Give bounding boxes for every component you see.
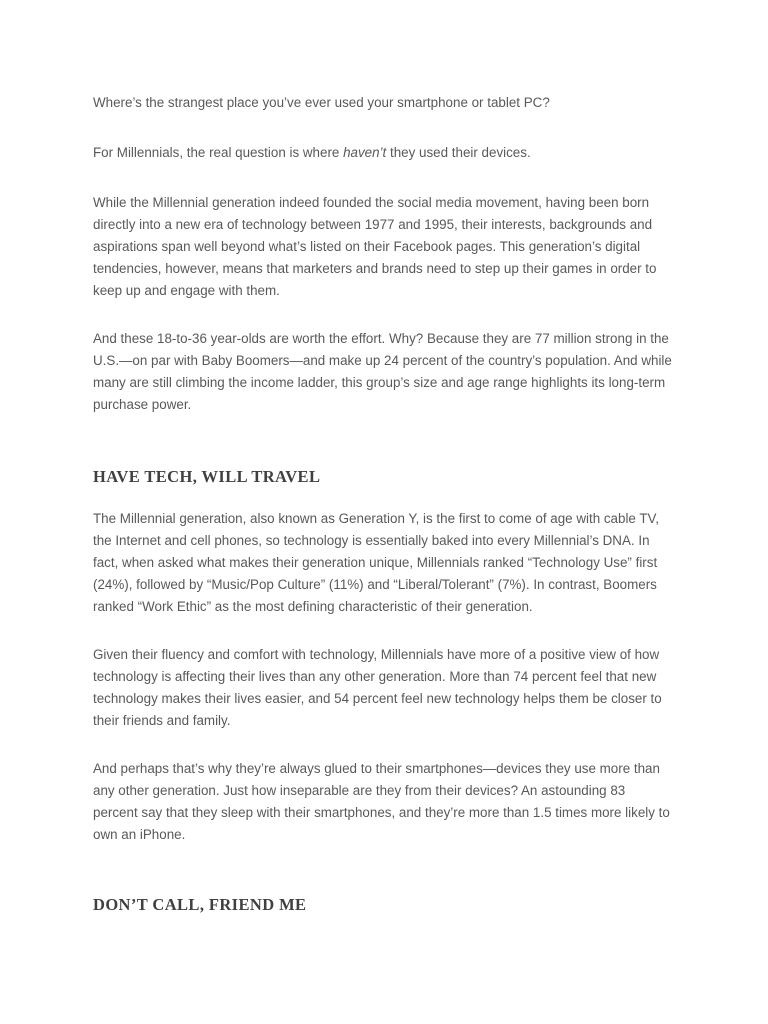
purchase-power-paragraph: And these 18-to-36 year-olds are worth the effort. Why? Because they are 77 million strong in the U.S.—on par with Baby Boomers—and make up 24 percent of the country’s population. And while many are still climbing the income ladder, this group’s size and age range highlights its long-term purchase power. bbox=[93, 331, 672, 412]
section-heading-have-tech: HAVE TECH, WILL TRAVEL bbox=[93, 467, 321, 486]
intro-question-paragraph: Where’s the strangest place you’ve ever used your smartphone or tablet PC? bbox=[93, 95, 550, 110]
section-heading-dont-call: DON’T CALL, FRIEND ME bbox=[93, 895, 307, 914]
emphasis-text: haven’t bbox=[343, 145, 387, 160]
technology-view-paragraph: Given their fluency and comfort with technology, Millennials have more of a positive view of how technology is affecting their lives than any other generation. More than 74 percent feel that new technology makes their lives easier, and 54 percent feel new technology helps them be closer to their friends and family. bbox=[93, 647, 662, 728]
generation-y-paragraph: The Millennial generation, also known as Generation Y, is the first to come of age with cable TV, the Internet and cell phones, so technology is essentially baked into every Millennial’s DNA. In fact, when asked what makes their generation unique, Millennials ranked “Technology Use” first (24%), followed by “Music/Pop Culture” (11%) and “Liberal/Tolerant” (7%). In contrast, Boomers ranked “Work Ethic” as the most defining characteristic of their generation. bbox=[93, 511, 659, 614]
paragraph-text: For Millennials, the real question is where bbox=[93, 145, 344, 160]
generation-overview-paragraph: While the Millennial generation indeed founded the social media movement, having been born directly into a new era of technology between 1977 and 1995, their interests, backgrounds and aspirations span well beyond what’s listed on their Facebook pages. This generation’s digital tendencies, however, means that marketers and brands need to step up their games in order to keep up and engage with them. bbox=[93, 195, 657, 298]
millennials-question-paragraph bbox=[93, 142, 673, 164]
document-page bbox=[93, 92, 673, 916]
smartphones-paragraph: And perhaps that’s why they’re always glued to their smartphones—devices they use more than any other generation. Just how inseparable are they from their devices? An astounding 83 percent say that they sleep with their smartphones, and they’re more than 1.5 times more likely to own an iPhone. bbox=[93, 761, 670, 842]
paragraph-text: they used their devices. bbox=[386, 145, 531, 160]
